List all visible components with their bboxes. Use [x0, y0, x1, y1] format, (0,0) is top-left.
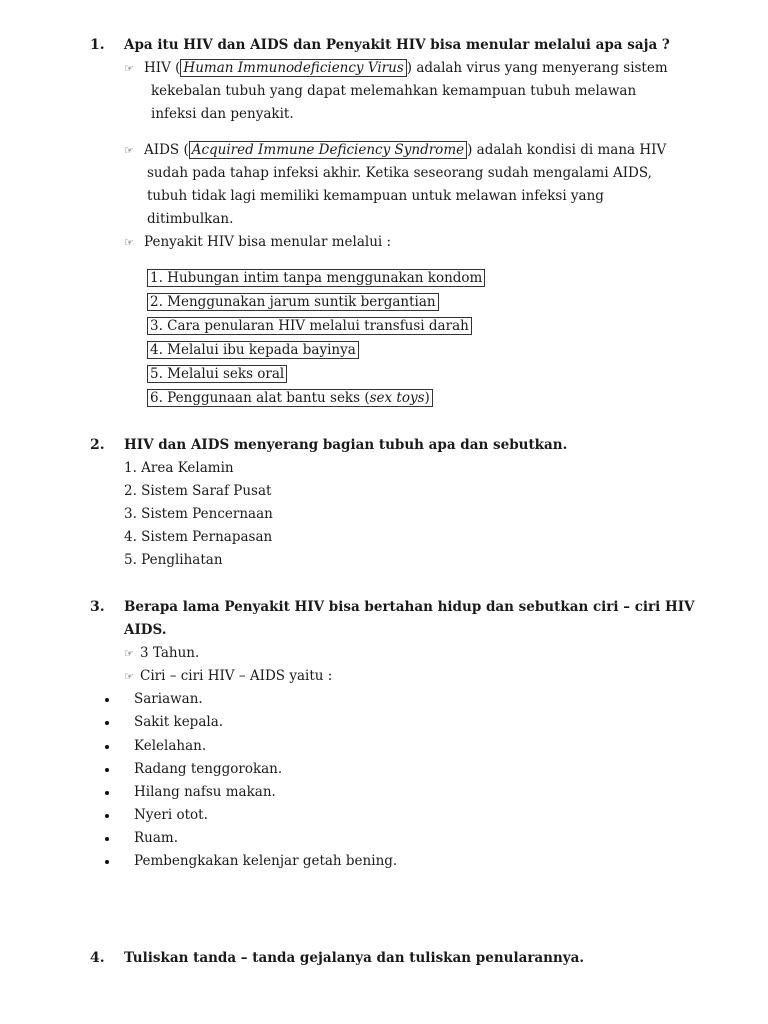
q1-hiv-line3: infeksi dan penyakit. [151, 106, 294, 122]
bullet-icon [105, 860, 109, 864]
transmission-item: 4. Melalui ibu kepada bayinya [147, 340, 359, 360]
transmission-item: 2. Menggunakan jarum suntik bergantian [147, 292, 439, 312]
bullet-icon [105, 768, 109, 772]
q3-title-line2: AIDS. [124, 622, 167, 638]
q1-hiv-line2: kekebalan tubuh yang dapat melemahkan kemampuan tubuh melawan [151, 83, 637, 99]
transmission-item: 3. Cara penularan HIV melalui transfusi darah [147, 316, 472, 336]
q4-title: Tuliskan tanda – tanda gejalanya dan tuliskan penularannya. [124, 950, 585, 966]
q1-aids-line2: sudah pada tahap infeksi akhir. Ketika seseorang sudah mengalami AIDS, [147, 165, 652, 181]
pointing-hand-icon: ☞ [124, 144, 134, 157]
q1-aids-line1: ☞ AIDS ( Acquired Immune Deficiency Syndrome ) adalah kondisi di mana HIV [124, 140, 666, 161]
bullet-icon [105, 698, 109, 702]
transmission-item: 5. Melalui seks oral [147, 364, 287, 384]
transmission-item: 6. Penggunaan alat bantu seks (sex toys) [147, 388, 433, 408]
q2-title: HIV dan AIDS menyerang bagian tubuh apa dan sebutkan. [124, 437, 568, 453]
hiv-term-box: Human Immunodeficiency Virus [180, 59, 406, 77]
q3-symptoms-intro: ☞ Ciri – ciri HIV – AIDS yaitu : [124, 666, 332, 687]
symptom-item: Sariawan. [134, 691, 203, 707]
bullet-icon [105, 745, 109, 749]
symptom-item: Pembengkakan kelenjar getah bening. [134, 853, 398, 869]
bullet-icon [105, 791, 109, 795]
bullet-icon [105, 814, 109, 818]
pointing-hand-icon: ☞ [124, 670, 134, 683]
aids-term-box: Acquired Immune Deficiency Syndrome [189, 141, 467, 159]
body-part-item: 2. Sistem Saraf Pusat [124, 483, 272, 499]
symptom-item: Hilang nafsu makan. [134, 784, 276, 800]
symptom-item: Radang tenggorokan. [134, 761, 283, 777]
pointing-hand-icon: ☞ [124, 62, 134, 75]
bullet-icon [105, 721, 109, 725]
q3-number: 3. [90, 599, 105, 615]
q4-number: 4. [90, 950, 105, 966]
q2-number: 2. [90, 437, 105, 453]
q1-aids-line4: ditimbulkan. [147, 211, 234, 227]
pointing-hand-icon: ☞ [124, 647, 134, 660]
symptom-item: Kelelahan. [134, 738, 207, 754]
q1-title: Apa itu HIV dan AIDS dan Penyakit HIV bisa menular melalui apa saja ? [124, 37, 670, 53]
q3-title-line1: Berapa lama Penyakit HIV bisa bertahan hidup dan sebutkan ciri – ciri HIV [124, 599, 695, 615]
pointing-hand-icon: ☞ [124, 236, 134, 249]
symptom-item: Sakit kepala. [134, 714, 224, 730]
q1-hiv-line1: ☞ HIV ( Human Immunodeficiency Virus ) adalah virus yang menyerang sistem [124, 58, 668, 79]
q1-aids-line3: tubuh tidak lagi memiliki kemampuan untuk melawan infeksi yang [147, 188, 604, 204]
q1-transmission-intro: ☞ Penyakit HIV bisa menular melalui : [124, 232, 391, 253]
q3-duration: ☞ 3 Tahun. [124, 643, 199, 664]
body-part-item: 5. Penglihatan [124, 552, 223, 568]
body-part-item: 3. Sistem Pencernaan [124, 506, 273, 522]
symptom-item: Nyeri otot. [134, 807, 208, 823]
bullet-icon [105, 837, 109, 841]
body-part-item: 4. Sistem Pernapasan [124, 529, 273, 545]
body-part-item: 1. Area Kelamin [124, 460, 234, 476]
symptom-item: Ruam. [134, 830, 179, 846]
q1-number: 1. [90, 37, 105, 53]
transmission-item: 1. Hubungan intim tanpa menggunakan kondom [147, 268, 485, 288]
